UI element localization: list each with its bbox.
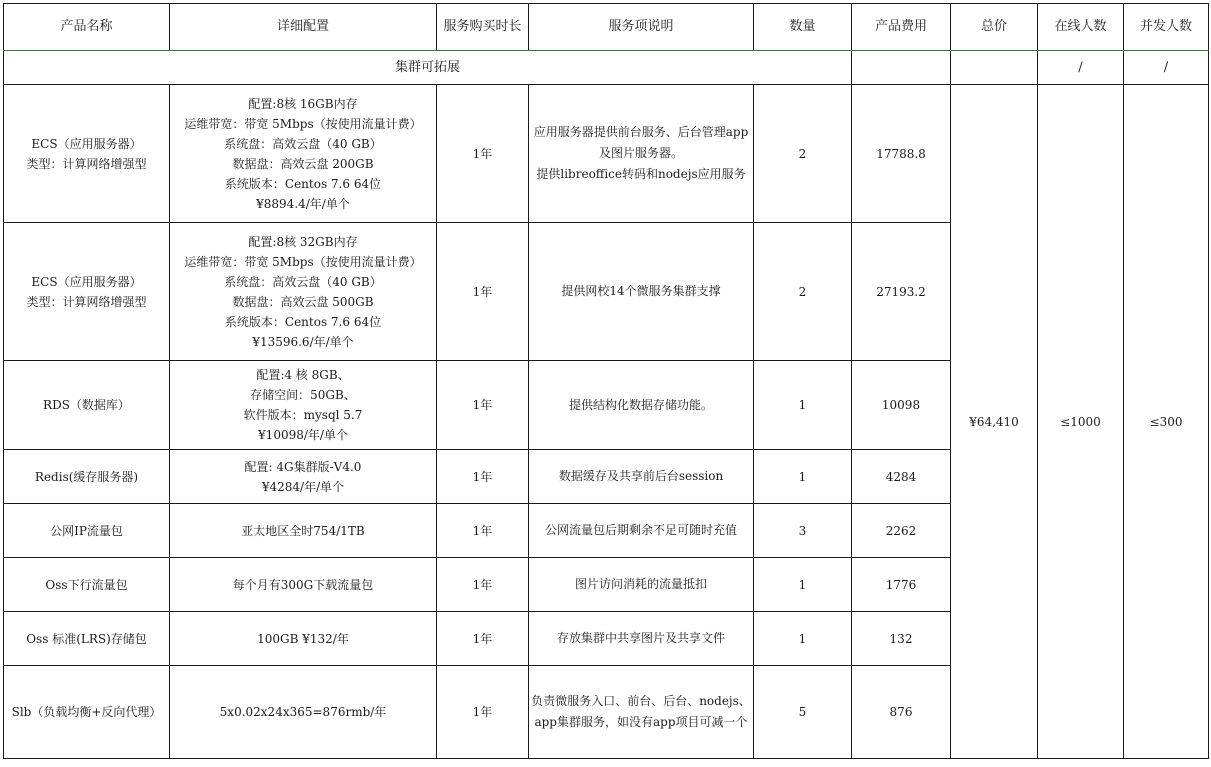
cost-cell[interactable]: 27193.2: [852, 223, 951, 361]
cost-cell[interactable]: 1776: [852, 558, 951, 612]
detail-config-cell-line: ¥13596.6/年/单个: [252, 334, 354, 349]
detail-config-cell-line: 配置:8核 32GB内存: [248, 234, 358, 249]
detail-config-cell[interactable]: [170, 223, 437, 361]
cost-cell[interactable]: 4284: [852, 450, 951, 504]
header-cost[interactable]: 产品费用: [852, 4, 951, 51]
service-desc-cell-line: 提供结构化数据存储功能。: [568, 397, 713, 412]
quantity-cell[interactable]: 5: [754, 666, 852, 759]
service-desc-cell[interactable]: [529, 504, 754, 558]
header-total[interactable]: 总价: [951, 4, 1038, 51]
pricing-table: [3, 3, 1209, 759]
detail-config-cell-line: 运维带宽：带宽 5Mbps（按使用流量计费）: [184, 116, 422, 131]
detail-config-cell-line: 配置: 4G集群版-V4.0: [244, 459, 362, 474]
product-name-cell[interactable]: [4, 558, 170, 612]
product-name-cell-line: 类型：计算网络增强型: [26, 294, 147, 309]
service-desc-cell[interactable]: [529, 666, 754, 759]
service-desc-cell[interactable]: [529, 361, 754, 450]
service-desc-cell-line: 提供网校14个微服务集群支撑: [561, 284, 721, 298]
cost-cell[interactable]: 132: [852, 612, 951, 666]
detail-config-cell-line: 5x0.02x24x365=876rmb/年: [219, 705, 387, 719]
group-concurrent-mark[interactable]: /: [1124, 51, 1209, 85]
detail-config-cell-line: 软件版本：mysql 5.7: [243, 408, 363, 422]
header-concurrent-users[interactable]: 并发人数: [1124, 4, 1209, 51]
duration-cell[interactable]: 1年: [437, 85, 529, 223]
cost-cell[interactable]: 876: [852, 666, 951, 759]
detail-config-cell[interactable]: [170, 612, 437, 666]
product-name-cell-line: Oss 标准(LRS)存储包: [26, 631, 147, 646]
product-name-cell-line: ECS（应用服务器）: [31, 136, 142, 151]
cost-cell[interactable]: 17788.8: [852, 85, 951, 223]
detail-config-cell-line: 每个月有300G下载流量包: [232, 577, 374, 592]
cost-cell[interactable]: 10098: [852, 361, 951, 450]
product-name-cell[interactable]: [4, 612, 170, 666]
product-name-cell-line: ECS（应用服务器）: [31, 274, 142, 289]
detail-config-cell-line: 100GB ¥132/年: [257, 631, 349, 646]
duration-cell[interactable]: 1年: [437, 223, 529, 361]
detail-config-cell[interactable]: [170, 504, 437, 558]
concurrent-users-cell[interactable]: ≤300: [1124, 85, 1209, 759]
detail-config-cell[interactable]: [170, 85, 437, 223]
quantity-cell[interactable]: 2: [754, 85, 852, 223]
product-name-cell-line: Oss下行流量包: [45, 577, 128, 592]
detail-config-cell-line: 亚太地区全时754/1TB: [241, 523, 365, 538]
group-label[interactable]: 集群可拓展: [4, 51, 852, 85]
product-name-cell[interactable]: [4, 361, 170, 450]
service-desc-cell-line: 数据缓存及共享前后台session: [558, 469, 724, 483]
detail-config-cell-line: 系统版本：Centos 7.6 64位: [224, 314, 382, 329]
duration-cell[interactable]: 1年: [437, 504, 529, 558]
header-product-name[interactable]: 产品名称: [4, 4, 170, 51]
detail-config-cell-line: ¥4284/年/单个: [261, 479, 345, 494]
group-cost-cell[interactable]: [852, 51, 951, 85]
service-desc-cell[interactable]: [529, 85, 754, 223]
header-detail-config[interactable]: 详细配置: [170, 4, 437, 51]
group-online-mark[interactable]: /: [1038, 51, 1124, 85]
service-desc-cell-line: 应用服务器提供前台服务、后台管理app及图片服务器。: [533, 125, 749, 160]
quantity-cell[interactable]: 1: [754, 612, 852, 666]
product-name-cell[interactable]: [4, 85, 170, 223]
detail-config-cell-line: 数据盘：高效云盘 500GB: [232, 294, 374, 309]
detail-config-cell-line: 运维带宽：带宽 5Mbps（按使用流量计费）: [184, 254, 422, 269]
service-desc-cell-line: 提供libreoffice转码和nodejs应用服务: [536, 167, 746, 181]
group-total-cell[interactable]: [951, 51, 1038, 85]
detail-config-cell[interactable]: [170, 558, 437, 612]
header-quantity[interactable]: 数量: [754, 4, 852, 51]
product-name-cell-line: RDS（数据库）: [43, 398, 130, 412]
service-desc-cell[interactable]: [529, 612, 754, 666]
service-desc-cell[interactable]: [529, 558, 754, 612]
detail-config-cell-line: ¥8894.4/年/单个: [256, 196, 350, 211]
product-name-cell-line: Redis(缓存服务器): [34, 469, 139, 484]
table-row: [4, 85, 1209, 223]
detail-config-cell[interactable]: [170, 361, 437, 450]
detail-config-cell[interactable]: [170, 450, 437, 504]
group-row: [4, 51, 1209, 85]
quantity-cell[interactable]: 1: [754, 361, 852, 450]
table-body: [4, 4, 1209, 759]
quantity-cell[interactable]: 1: [754, 450, 852, 504]
detail-config-cell-line: 系统盘：高效云盘（40 GB）: [224, 274, 382, 289]
header-duration[interactable]: 服务购买时长: [437, 4, 529, 51]
service-desc-cell[interactable]: [529, 223, 754, 361]
duration-cell[interactable]: 1年: [437, 666, 529, 759]
detail-config-cell-line: 系统盘：高效云盘（40 GB）: [224, 136, 382, 151]
detail-config-cell[interactable]: [170, 666, 437, 759]
duration-cell[interactable]: 1年: [437, 612, 529, 666]
product-name-cell-line: 公网IP流量包: [50, 523, 123, 538]
service-desc-cell-line: 负责微服务入口、前台、后台、nodejs、app集群服务，如没有app项目可减一个: [531, 694, 751, 729]
service-desc-cell-line: 公网流量包后期剩余不足可随时充值: [544, 523, 737, 537]
quantity-cell[interactable]: 3: [754, 504, 852, 558]
product-name-cell[interactable]: [4, 450, 170, 504]
duration-cell[interactable]: 1年: [437, 450, 529, 504]
cost-cell[interactable]: 2262: [852, 504, 951, 558]
service-desc-cell[interactable]: [529, 450, 754, 504]
detail-config-cell-line: 数据盘：高效云盘 200GB: [232, 156, 374, 171]
quantity-cell[interactable]: 1: [754, 558, 852, 612]
product-name-cell[interactable]: [4, 223, 170, 361]
duration-cell[interactable]: 1年: [437, 558, 529, 612]
product-name-cell[interactable]: [4, 504, 170, 558]
product-name-cell[interactable]: [4, 666, 170, 759]
detail-config-cell-line: 存储空间：50GB、: [250, 388, 356, 402]
product-name-cell-line: 类型：计算网络增强型: [26, 156, 147, 171]
header-online-users[interactable]: 在线人数: [1038, 4, 1124, 51]
detail-config-cell-line: 配置:8核 16GB内存: [248, 96, 358, 111]
detail-config-cell-line: ¥10098/年/单个: [258, 428, 348, 442]
header-row: [4, 4, 1209, 51]
detail-config-cell-line: 系统版本：Centos 7.6 64位: [224, 176, 382, 191]
service-desc-cell-line: 图片访问消耗的流量抵扣: [574, 577, 707, 591]
header-service-desc[interactable]: 服务项说明: [529, 4, 754, 51]
detail-config-cell-line: 配置:4 核 8GB、: [256, 368, 350, 382]
online-users-cell[interactable]: ≤1000: [1038, 85, 1124, 759]
service-desc-cell-line: 存放集群中共享图片及共享文件: [556, 631, 725, 645]
quantity-cell[interactable]: 2: [754, 223, 852, 361]
total-price-cell[interactable]: ¥64,410: [951, 85, 1038, 759]
product-name-cell-line: Slb（负载均衡+反向代理）: [11, 705, 162, 719]
duration-cell[interactable]: 1年: [437, 361, 529, 450]
